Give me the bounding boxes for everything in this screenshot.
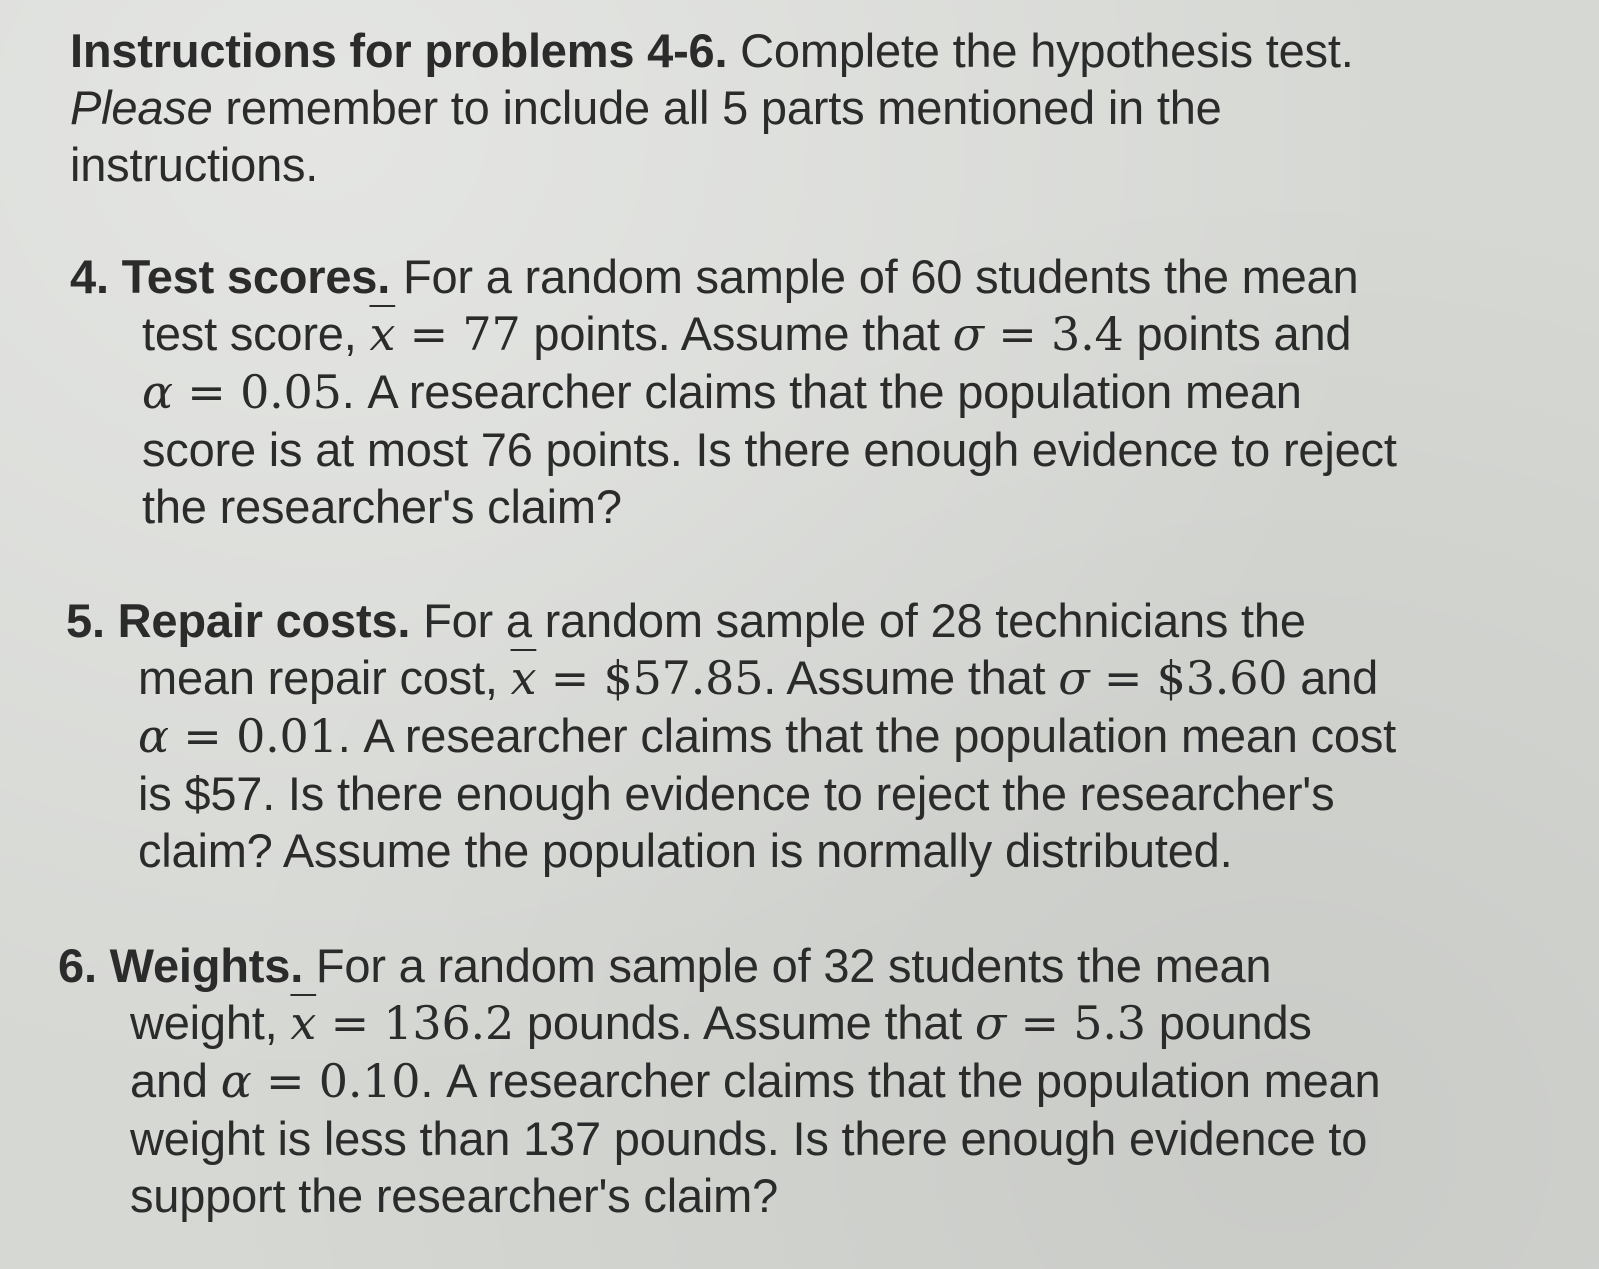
problem-5 bbox=[66, 592, 1396, 879]
problem-4-line-1: 4. Test scores. For a random sample of 60 students the mean bbox=[70, 250, 1359, 303]
alpha-value: 0.10 bbox=[318, 1054, 421, 1108]
alpha-value: 0.05 bbox=[240, 365, 342, 419]
instructions-line-1: Instructions for problems 4-6. Complete the hypothesis test. bbox=[70, 24, 1354, 77]
problem-6-line-3: and α = 0.10. A researcher claims that the population mean bbox=[130, 1054, 1381, 1108]
problem-5-line-3: α = 0.01. A researcher claims that the population mean cost bbox=[138, 709, 1397, 763]
problem-5-title: Repair costs. bbox=[117, 594, 411, 647]
sample-mean-value: 77 bbox=[462, 307, 521, 361]
problem-6-line-5: support the researcher's claim? bbox=[130, 1169, 779, 1222]
problem-5-line-4: is $57. Is there enough evidence to reject the researcher's bbox=[138, 767, 1335, 820]
problem-6-line-2: weight, $\overline{x} = 136.2$ pounds. Assume that σ = 5.3 pounds bbox=[130, 996, 1312, 1050]
problem-6-title: Weights. bbox=[109, 939, 304, 992]
xbar-symbol: $\overline{x}$ bbox=[510, 651, 537, 705]
sigma-symbol: σ bbox=[952, 307, 984, 361]
instructions-heading: Instructions for problems 4-6. bbox=[70, 24, 728, 77]
sigma-symbol: σ bbox=[974, 996, 1007, 1050]
problem-4-number: 4. bbox=[70, 250, 109, 303]
sigma-value: $3.60 bbox=[1156, 651, 1288, 705]
problem-4-line-3: α = 0.05. A researcher claims that the population mean bbox=[142, 365, 1302, 419]
instructions-line-2: Please remember to include all 5 parts mentioned in the bbox=[70, 81, 1222, 134]
problem-6-line-4: weight is less than 137 pounds. Is there enough evidence to bbox=[130, 1112, 1368, 1165]
alpha-symbol: α bbox=[138, 709, 169, 763]
sample-mean-value: 136.2 bbox=[383, 996, 515, 1050]
problem-4-line-5: the researcher's claim? bbox=[142, 480, 622, 533]
problem-5-number: 5. bbox=[66, 594, 105, 647]
instructions-line-3: instructions. bbox=[70, 138, 319, 191]
sample-mean-value: $57.85 bbox=[603, 651, 764, 705]
problem-4 bbox=[70, 248, 1397, 535]
problem-5-line-5: claim? Assume the population is normally distributed. bbox=[138, 824, 1233, 877]
alpha-symbol: α bbox=[142, 365, 173, 419]
problem-6 bbox=[58, 937, 1380, 1224]
problem-4-line-4: score is at most 76 points. Is there enough evidence to reject bbox=[142, 423, 1397, 476]
sigma-value: 3.4 bbox=[1051, 307, 1124, 361]
problem-4-title: Test scores. bbox=[121, 250, 391, 303]
xbar-symbol: $\overline{x}$ bbox=[369, 307, 396, 361]
problem-6-number: 6. bbox=[58, 939, 97, 992]
sigma-symbol: σ bbox=[1058, 651, 1090, 705]
sigma-value: 5.3 bbox=[1073, 996, 1146, 1050]
alpha-symbol: α bbox=[220, 1054, 252, 1108]
alpha-value: 0.01 bbox=[236, 709, 338, 763]
xbar-symbol: $\overline{x}$ bbox=[290, 996, 317, 1050]
problem-6-line-1: 6. Weights. For a random sample of 32 students the mean bbox=[58, 939, 1272, 992]
problem-5-line-2: mean repair cost, $\overline{x}$ = $57.85. Assume that σ = $3.60 and bbox=[138, 651, 1379, 705]
instructions bbox=[70, 22, 1354, 193]
problem-5-line-1: 5. Repair costs. For a random sample of 28 technicians the bbox=[66, 594, 1306, 647]
problem-4-line-2: test score, $\overline{x} = 77$ points. Assume that σ = 3.4 points and bbox=[142, 307, 1352, 361]
please-text: Please bbox=[70, 81, 213, 134]
